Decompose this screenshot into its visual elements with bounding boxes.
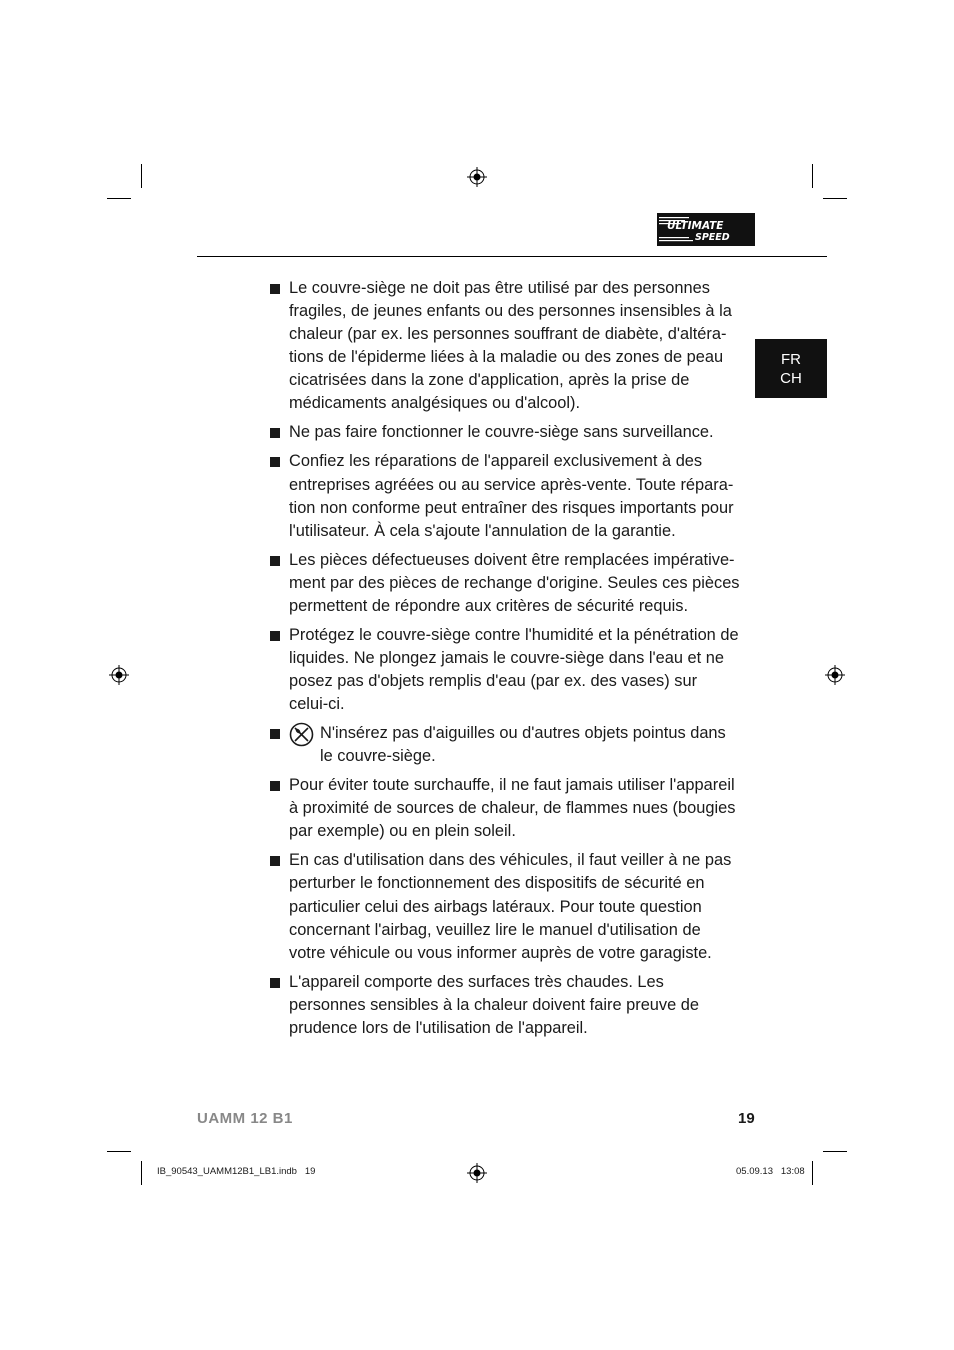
- list-item: [270, 849, 740, 964]
- crop-mark: [107, 198, 131, 199]
- bullet-icon: [270, 631, 280, 641]
- list-item-text: Protégez le couvre-siège contre l'humidité et la pénétration de liquides. Ne plongez jamais le couvre-siège dans l'eau et ne posez pas d'objets remplis d'eau (par ex. des vases) sur celui-ci.: [289, 625, 739, 714]
- list-item-text: En cas d'utilisation dans des véhicules, il faut veiller à ne pas perturber le fonctionnement des dispositifs de sécurité en particulier celui des airbags latéraux. Pour toute question concernant l'airbag, veuillez lire le manuel d'utilisation de votre véhicule ou vous informer auprès de votre garagiste.: [289, 851, 732, 962]
- slug-file-info: IB_90543_UAMM12B1_LB1.indb 19: [157, 1166, 316, 1177]
- bullet-icon: [270, 556, 280, 566]
- language-code-fr: FR: [781, 350, 801, 368]
- list-item-text: N'insérez pas d'aiguilles ou d'autres objets pointus dans le couvre-siège.: [320, 724, 726, 766]
- registration-mark-icon: [467, 1163, 487, 1183]
- list-item: [270, 722, 740, 768]
- crop-mark: [141, 164, 142, 188]
- page-number: 19: [738, 1110, 755, 1127]
- list-item: [270, 971, 740, 1040]
- bullet-icon: [270, 428, 280, 438]
- list-item: [270, 624, 740, 716]
- registration-mark-icon: [467, 167, 487, 187]
- list-item-text: Le couvre-siège ne doit pas être utilisé par des personnes fragiles, de jeunes enfants ou des personnes insensibles à la chaleur (par ex. les personnes souffrant de diabète, d'altéra-tions de l'épiderme liées à la maladie ou des zones de peau cicatrisées dans la zone d'application, après la prise de médicaments analgésiques ou d'alcool).: [289, 279, 732, 413]
- crop-mark: [812, 164, 813, 188]
- crop-mark: [141, 1161, 142, 1185]
- ultimate-speed-logo: [657, 213, 755, 246]
- no-needles-icon: [289, 722, 314, 747]
- list-item-text: Pour éviter toute surchauffe, il ne faut jamais utiliser l'appareil à proximité de sources de chaleur, de flammes nues (bougies par exemple) ou en plein soleil.: [289, 776, 736, 841]
- crop-mark: [812, 1161, 813, 1185]
- language-code-ch: CH: [780, 369, 802, 387]
- list-item: [270, 774, 740, 843]
- footer-model-number: UAMM 12 B1: [197, 1110, 293, 1127]
- list-item: [270, 421, 740, 444]
- list-item: [270, 277, 740, 416]
- registration-mark-icon: [825, 665, 845, 685]
- list-item-text: L'appareil comporte des surfaces très chaudes. Les personnes sensibles à la chaleur doivent faire preuve de prudence lors de l'utilisation de l'appareil.: [289, 972, 700, 1037]
- crop-mark: [107, 1151, 131, 1152]
- language-tab: [755, 339, 827, 398]
- header-rule: [197, 256, 827, 257]
- list-item-text: Confiez les réparations de l'appareil exclusivement à des entreprises agréées ou au service après-vente. Toute répara-tion non conforme peut entraîner des risques importants pour l'utilisateur. À cela s'ajoute l'annulation de la garantie.: [289, 452, 734, 540]
- bullet-icon: [270, 978, 280, 988]
- crop-mark: [823, 1151, 847, 1152]
- bullet-icon: [270, 781, 280, 791]
- slug-date-info: 05.09.13 13:08: [736, 1166, 805, 1177]
- safety-instructions-list: [270, 277, 740, 1046]
- list-item-text: Ne pas faire fonctionner le couvre-siège sans surveillance.: [289, 423, 714, 442]
- list-item: [270, 549, 740, 618]
- bullet-icon: [270, 856, 280, 866]
- list-item: [270, 450, 740, 542]
- registration-mark-icon: [109, 665, 129, 685]
- logo-line1: ULTIMATE: [667, 220, 724, 232]
- bullet-icon: [270, 284, 280, 294]
- logo-line2: SPEED: [695, 232, 730, 243]
- crop-mark: [823, 198, 847, 199]
- bullet-icon: [270, 457, 280, 467]
- bullet-icon: [270, 729, 280, 739]
- list-item-text: Les pièces défectueuses doivent être remplacées impérative-ment par des pièces de rechange d'origine. Seules ces pièces permettent de répondre aux critères de sécurité requis.: [289, 550, 740, 615]
